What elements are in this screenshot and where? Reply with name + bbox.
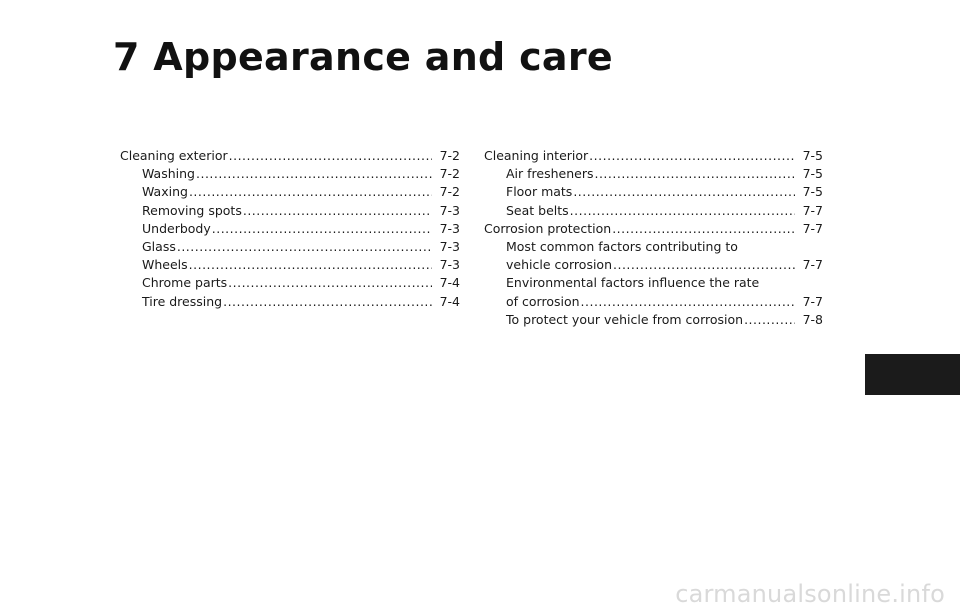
toc-entry-environmental-factors[interactable] (484, 274, 823, 310)
toc-entry-corrosion-protection[interactable] (484, 220, 823, 238)
toc-entry-glass[interactable] (120, 238, 460, 256)
toc-entry-title-line-1: Most common factors contributing to (506, 239, 738, 255)
toc-entry-last-row (506, 256, 823, 274)
toc-page-number: 7-4 (439, 293, 460, 309)
toc-entry-title: Removing spots (142, 202, 242, 218)
toc-leader-dots (744, 311, 795, 329)
toc-entry-underbody[interactable] (120, 220, 460, 238)
toc-leader-dots (229, 147, 432, 165)
toc-leader-dots (613, 256, 795, 274)
toc-leader-dots (243, 202, 432, 220)
toc-entry-wheels[interactable] (120, 256, 460, 274)
toc-leader-dots (612, 220, 795, 238)
toc-leader-dots (223, 293, 432, 311)
toc-page-number: 7-8 (802, 311, 823, 327)
toc-leader-dots (594, 165, 795, 183)
toc-entry-air-fresheners[interactable] (484, 165, 823, 183)
toc-leader-dots (189, 256, 432, 274)
toc-entry-title: To protect your vehicle from corrosion (506, 311, 744, 327)
toc-entry-title: Cleaning interior (484, 148, 589, 163)
toc-entry-title: Corrosion protection (484, 220, 612, 236)
toc-leader-dots (177, 238, 432, 256)
toc-entry-protect-from-corrosion[interactable] (484, 311, 823, 329)
chapter-title: 7 Appearance and care (113, 35, 613, 79)
toc-entry-title: Air fresheners (506, 166, 594, 182)
toc-page-number: 7-2 (439, 148, 460, 163)
toc-entry-tire-dressing[interactable] (120, 293, 460, 311)
toc-page-number: 7-7 (802, 202, 823, 218)
toc-entry-washing[interactable] (120, 165, 460, 183)
toc-entry-cleaning-interior[interactable] (484, 147, 823, 165)
toc-entry-title: Washing (142, 166, 195, 182)
toc-entry-title-line-2: of corrosion (506, 293, 580, 309)
toc-entry-title: Underbody (142, 220, 211, 236)
toc-page-number: 7-5 (802, 166, 823, 182)
toc-entry-floor-mats[interactable] (484, 183, 823, 201)
toc-entry-title: Chrome parts (142, 275, 228, 291)
toc-entry-title: Tire dressing (142, 293, 223, 309)
watermark: carmanualsonline.info (675, 580, 945, 608)
toc-entry-title: Wheels (142, 257, 188, 273)
toc-leader-dots (573, 183, 795, 201)
toc-entry-chrome-parts[interactable] (120, 274, 460, 292)
toc-page-number: 7-5 (802, 148, 823, 163)
toc-entry-title: Glass (142, 239, 176, 255)
toc-page-number: 7-2 (439, 184, 460, 200)
toc-entry-title-line-1: Environmental factors influence the rate (506, 275, 760, 291)
toc-page-number: 7-3 (439, 202, 460, 218)
toc-page-number: 7-7 (802, 257, 823, 273)
toc-entry-title: Seat belts (506, 202, 569, 218)
toc-page-number: 7-4 (439, 275, 460, 291)
toc-leader-dots (581, 293, 795, 311)
toc-leader-dots (189, 183, 432, 201)
toc-page-number: 7-3 (439, 257, 460, 273)
toc-entry-most-common-factors[interactable] (484, 238, 823, 274)
toc-page-number: 7-3 (439, 239, 460, 255)
toc-entry-title: Floor mats (506, 184, 573, 200)
chapter-thumb-tab (865, 354, 960, 395)
toc-entry-removing-spots[interactable] (120, 202, 460, 220)
toc-leader-dots (570, 202, 795, 220)
toc-leader-dots (228, 274, 432, 292)
toc-entry-title-line-2: vehicle corrosion (506, 257, 612, 273)
toc-entry-last-row (506, 293, 823, 311)
toc-page-number: 7-5 (802, 184, 823, 200)
toc-entry-title: Cleaning exterior (120, 148, 228, 163)
toc-page-number: 7-7 (802, 293, 823, 309)
toc-right-column (484, 147, 823, 329)
toc-leader-dots (196, 165, 432, 183)
toc-entry-cleaning-exterior[interactable] (120, 147, 460, 165)
toc-entry-title: Waxing (142, 184, 188, 200)
toc-page-number: 7-3 (439, 220, 460, 236)
toc-left-column (120, 147, 460, 311)
toc-leader-dots (212, 220, 432, 238)
toc-entry-seat-belts[interactable] (484, 202, 823, 220)
toc-page-number: 7-2 (439, 166, 460, 182)
toc-page-number: 7-7 (802, 220, 823, 236)
toc-leader-dots (589, 147, 795, 165)
toc-entry-waxing[interactable] (120, 183, 460, 201)
